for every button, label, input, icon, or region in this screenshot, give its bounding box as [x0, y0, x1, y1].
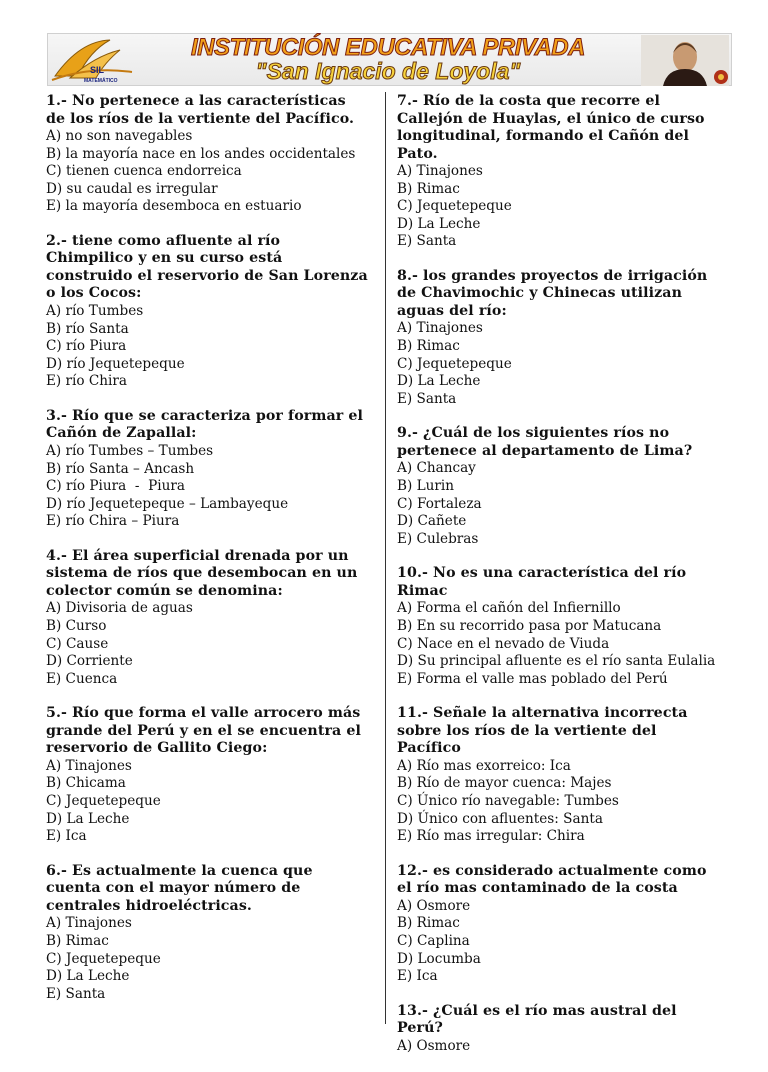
question-12 — [397, 863, 719, 986]
question-10 — [397, 565, 719, 688]
question-text: 1.- No pertenece a las características de los ríos de la vertiente del Pacífico. — [46, 93, 355, 127]
option-e: E) Ica — [46, 828, 87, 845]
option-a: A) Osmore — [397, 897, 471, 914]
header-banner — [47, 33, 732, 86]
option-d: D) Único con afluentes: Santa — [397, 810, 603, 827]
column-divider — [385, 92, 386, 1024]
option-b: B) río Santa – Ancash — [46, 460, 195, 477]
option-b: B) Rimac — [397, 180, 460, 197]
option-b: B) En su recorrido pasa por Matucana — [397, 618, 662, 634]
option-d: D) Locumba — [397, 950, 481, 967]
option-e: E) Santa — [397, 390, 457, 407]
option-c: C) río Piura - Piura — [46, 478, 185, 495]
option-a: A) Tinajones — [46, 757, 132, 774]
question-8 — [397, 268, 719, 408]
logo-text: SIL — [90, 65, 105, 75]
option-d: D) Corriente — [46, 653, 133, 670]
logo-subtext: MATEMÁTICO — [84, 78, 118, 84]
question-text: 13.- ¿Cuál es el río mas austral del Perú? — [397, 1002, 677, 1037]
option-c: C) Jequetepeque — [397, 355, 512, 372]
question-1 — [46, 93, 368, 216]
option-a: A) río Tumbes — [46, 302, 144, 319]
option-e: E) la mayoría desemboca en estuario — [46, 198, 302, 215]
question-text: 2.- tiene como afluente al río Chimpilico y en su curso está construido el reservorio de San Lorenza o los Cocos: — [46, 232, 368, 302]
question-text: 11.- Señale la alternativa incorrecta sobre los ríos de la vertiente del Pacífico — [397, 705, 688, 757]
option-a: A) Divisoria de aguas — [46, 600, 193, 617]
option-b: B) Chicama — [46, 775, 126, 792]
question-text: 12.- es considerado actualmente como el río mas contaminado de la costa — [397, 862, 707, 897]
option-b: B) Curso — [46, 618, 107, 634]
option-c: C) río Piura — [46, 338, 127, 355]
question-13 — [397, 1003, 719, 1056]
option-b: B) Río de mayor cuenca: Majes — [397, 775, 612, 792]
option-b: B) Lurin — [397, 478, 454, 495]
option-d: D) Su principal afluente es el río santa Eulalia — [397, 653, 716, 670]
option-e: E) Culebras — [397, 530, 479, 547]
option-d: D) Cañete — [397, 513, 467, 530]
option-e: E) Santa — [46, 985, 106, 1002]
option-c: C) Caplina — [397, 933, 470, 950]
option-c: C) Jequetepeque — [46, 950, 161, 967]
question-2 — [46, 233, 368, 391]
school-name: INSTITUCIÓN EDUCATIVA PRIVADA — [191, 34, 585, 61]
option-a: A) Tinajones — [397, 320, 483, 337]
option-d: D) río Jequetepeque — [46, 355, 185, 372]
question-3 — [46, 408, 368, 531]
question-text: 10.- No es una característica del río Rimac — [397, 565, 687, 599]
right-column — [397, 93, 719, 1072]
portrait-image — [641, 35, 729, 86]
option-c: C) tienen cuenca endorreica — [46, 163, 242, 180]
option-c: C) Fortaleza — [397, 495, 482, 512]
option-a: A) Tinajones — [46, 915, 132, 932]
option-b: B) Rimac — [46, 932, 109, 949]
option-e: E) Santa — [397, 233, 457, 250]
option-c: C) Nace en el nevado de Viuda — [397, 635, 610, 652]
school-subtitle: "San Ignacio de Loyola" — [255, 58, 521, 84]
option-a: A) Río mas exorreico: Ica — [397, 757, 571, 774]
question-5 — [46, 705, 368, 845]
option-e: E) Forma el valle mas poblado del Perú — [397, 670, 668, 687]
option-e: E) Ica — [397, 968, 438, 985]
option-a: A) río Tumbes – Tumbes — [46, 442, 214, 459]
option-e: E) río Chira – Piura — [46, 513, 180, 530]
question-6 — [46, 863, 368, 1003]
question-text: 6.- Es actualmente la cuenca que cuenta con el mayor número de centrales hidroeléctricas. — [46, 862, 313, 914]
option-d: D) La Leche — [46, 968, 130, 985]
option-e: E) Río mas irregular: Chira — [397, 828, 585, 845]
option-b: B) la mayoría nace en los andes occidentales — [46, 145, 356, 162]
option-d: D) su caudal es irregular — [46, 180, 218, 197]
question-7 — [397, 93, 719, 251]
question-text: 9.- ¿Cuál de los siguientes ríos no pertenece al departamento de Lima? — [397, 425, 693, 459]
question-text: 8.- los grandes proyectos de irrigación de Chavimochic y Chinecas utilizan aguas del río: — [397, 267, 708, 319]
option-a: A) Chancay — [397, 460, 476, 477]
option-c: C) Cause — [46, 635, 109, 652]
question-text: 3.- Río que se caracteriza por formar el Cañón de Zapallal: — [46, 407, 364, 442]
option-b: B) río Santa — [46, 320, 129, 337]
option-c: C) Jequetepeque — [46, 793, 161, 810]
left-column — [46, 93, 368, 1020]
option-d: D) río Jequetepeque – Lambayeque — [46, 495, 289, 512]
question-4 — [46, 548, 368, 688]
option-c: C) Único río navegable: Tumbes — [397, 793, 619, 810]
question-11 — [397, 705, 719, 845]
option-d: D) La Leche — [397, 215, 481, 232]
option-e: E) río Chira — [46, 373, 128, 390]
option-a: A) Osmore — [397, 1037, 471, 1054]
question-text: 4.- El área superficial drenada por un sistema de ríos que desembocan en un colector común se denomina: — [46, 547, 358, 599]
option-c: C) Jequetepeque — [397, 198, 512, 215]
question-text: 5.- Río que forma el valle arrocero más grande del Perú y en el se encuentra el reservorio de Gallito Ciego: — [46, 705, 361, 757]
option-a: A) no son navegables — [46, 128, 193, 144]
option-e: E) Cuenca — [46, 670, 118, 687]
option-b: B) Rimac — [397, 338, 460, 355]
school-logo — [50, 36, 135, 85]
option-d: D) La Leche — [397, 373, 481, 390]
option-b: B) Rimac — [397, 915, 460, 932]
option-a: A) Forma el cañón del Infiernillo — [397, 600, 621, 617]
option-a: A) Tinajones — [397, 163, 483, 179]
question-9 — [397, 425, 719, 548]
option-d: D) La Leche — [46, 810, 130, 827]
question-text: 7.- Río de la costa que recorre el Callejón de Huaylas, el único de curso longitudinal, formando el Cañón del Pato. — [397, 93, 705, 162]
